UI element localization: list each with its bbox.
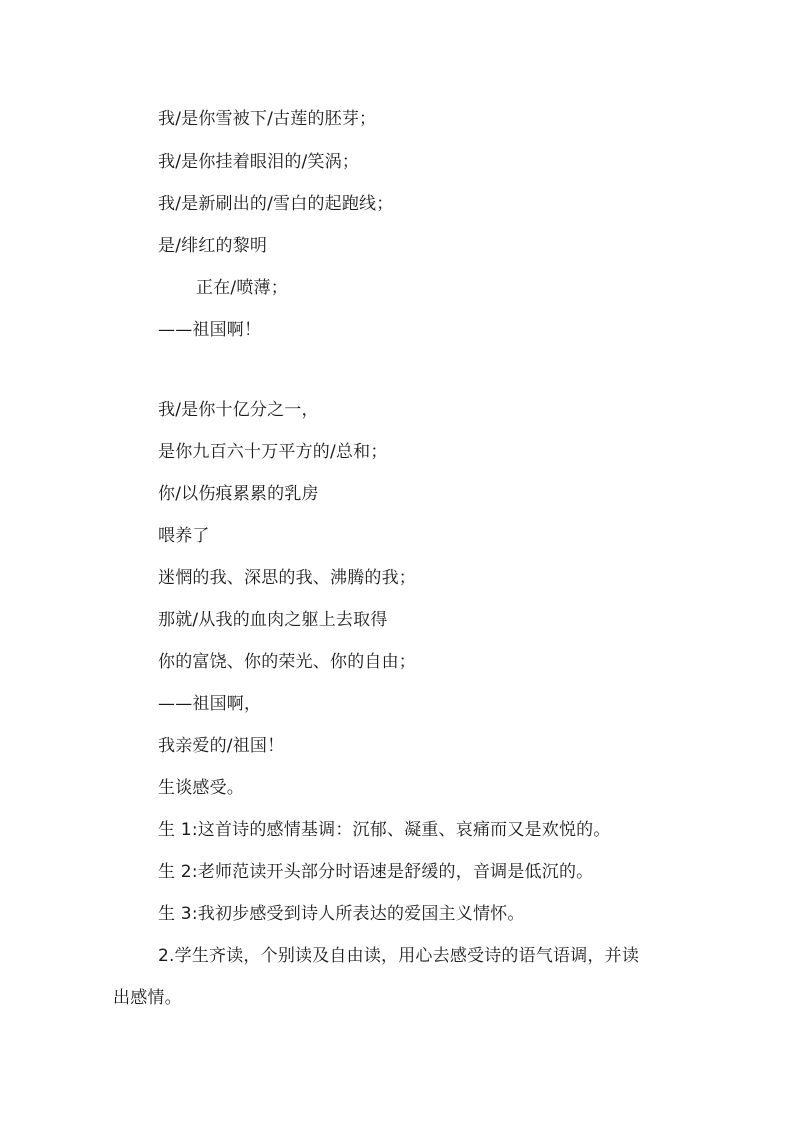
poem-line: 我/是新刷出的/雪白的起跑线； [158, 194, 394, 214]
poem-line: 喂养了 [158, 526, 210, 546]
student-response-2: 生 2:老师范读开头部分时语速是舒缓的，音调是低沉的。 [158, 862, 594, 882]
poem-line: 是你九百六十万平方的/总和； [158, 442, 388, 462]
poem-line: 迷惘的我、深思的我、沸腾的我； [158, 568, 416, 588]
poem-line: 我/是你挂着眼泪的/笑涡； [158, 152, 360, 172]
poem-line: 那就/从我的血肉之躯上去取得 [158, 610, 388, 630]
poem-line: ——祖国啊！ [158, 320, 262, 340]
student-response-1: 生 1:这首诗的感情基调：沉郁、凝重、哀痛而又是欢悦的。 [158, 820, 611, 840]
poem-line: 我/是你十亿分之一， [158, 400, 319, 420]
poem-line: 我亲爱的/祖国！ [158, 736, 285, 756]
poem-line: 是/绯红的黎明 [158, 236, 268, 256]
poem-line: 你的富饶、你的荣光、你的自由； [158, 652, 416, 672]
poem-line: ——祖国啊， [158, 694, 262, 714]
student-response-3: 生 3:我初步感受到诗人所表达的爱国主义情怀。 [158, 904, 525, 924]
discussion-intro: 生谈感受。 [158, 778, 244, 798]
poem-line: 我/是你雪被下/古莲的胚芽； [158, 109, 377, 129]
step-2-line-2: 出感情。 [113, 988, 182, 1008]
poem-line: 你/以伤痕累累的乳房 [158, 484, 319, 504]
poem-line: 正在/喷薄； [196, 278, 288, 298]
step-2-line-1: 2.学生齐读，个别读及自由读，用心去感受诗的语气语调，并读 [158, 946, 640, 966]
